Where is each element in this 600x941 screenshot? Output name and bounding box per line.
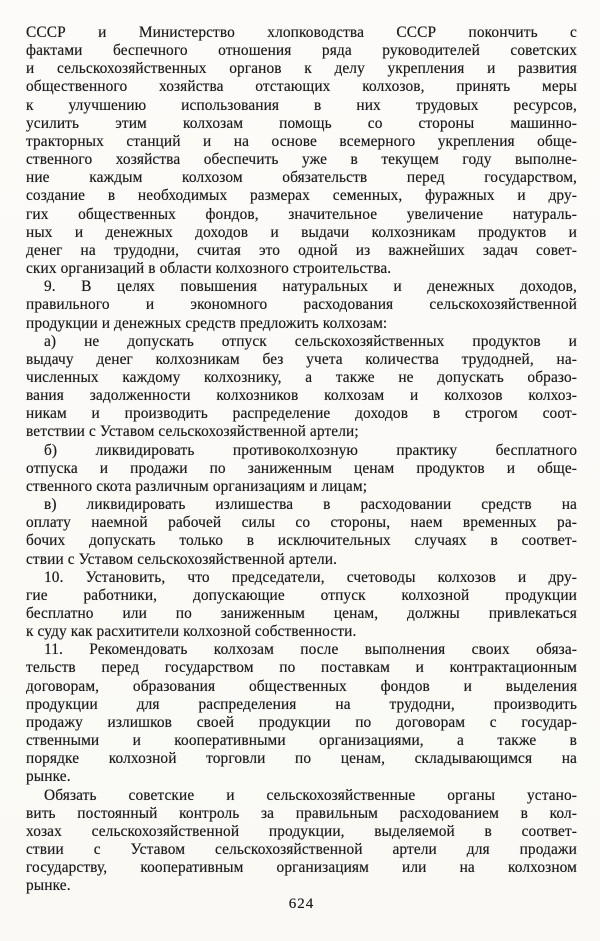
text-line: ветствии с Уставом сельскохозяйственной артели; <box>26 423 359 441</box>
text-line: фактами беспечного отношения ряда руководителей советских <box>26 42 577 60</box>
text-line: продукции для распределения на трудодни, производить <box>26 695 577 713</box>
text-line: отпуска и продажи по заниженным ценам продуктов и обще- <box>26 459 577 477</box>
text-line: тракторных станций и на основе всемерного укрепления обще- <box>26 132 577 150</box>
text-line: никам и производить распределение доходов в строгом соот- <box>26 405 577 423</box>
text-line: бочих допускать только в исключительных случаях в соответ- <box>26 532 577 550</box>
text-line: гие работники, допускающие отпуск колхозной продукции <box>26 586 577 604</box>
text-line: правильного и экономного расходования сельскохозяйственной <box>26 296 577 314</box>
text-line: ствии с Уставом сельскохозяйственной артели для продажи <box>26 841 577 859</box>
text-line: создание в необходимых размерах семенных, фуражных и дру- <box>26 187 577 205</box>
text-line: а) не допускать отпуск сельскохозяйственных продуктов и <box>44 332 577 350</box>
text-line: государству, кооперативным организациям или на колхозном <box>26 859 577 877</box>
paragraph <box>26 24 577 278</box>
text-line: хозах сельскохозяйственной продукции, выделяемой в соответ- <box>26 822 577 840</box>
text-line: и сельскохозяйственных органов к делу укрепления и развития <box>26 60 577 78</box>
text-line: тельств перед государством по поставкам и контрактационным <box>26 659 577 677</box>
text-line: общественного хозяйства отстающих колхозов, принять меры <box>26 78 577 96</box>
text-line: в) ликвидировать излишества в расходовании средств на <box>44 496 577 514</box>
text-line: численных каждому колхознику, а также не допускать образо- <box>26 368 577 386</box>
paragraph <box>26 496 577 569</box>
paragraph <box>26 569 577 642</box>
text-line: ственного скота различным организациям и лицам; <box>26 477 368 495</box>
text-line: 11. Рекомендовать колхозам после выполнения своих обяза- <box>44 641 577 659</box>
text-line: бесплатно или по заниженным ценам, должны привлекаться <box>26 605 577 622</box>
text-line: гих общественных фондов, значительное увеличение натураль- <box>26 205 577 223</box>
text-line: оплату наемной рабочей силы со стороны, наем временных ра- <box>26 514 577 532</box>
text-line: СССР и Министерство хлопководства СССР покончить с <box>26 24 577 41</box>
paragraph <box>26 278 577 332</box>
text-line: ствии с Уставом сельскохозяйственной артели. <box>26 550 338 568</box>
paragraph <box>26 333 577 442</box>
text-line: вить постоянный контроль за правильным расходованием в кол- <box>26 804 577 822</box>
text-line: усилить этим колхозам помощь со стороны машинно- <box>26 114 577 132</box>
text-line: ных и денежных доходов и выдачи колхозникам продуктов и <box>26 223 577 241</box>
text-line: порядке колхозной торговли по ценам, складывающимся на <box>26 750 577 768</box>
text-line: ственного хозяйства обеспечить уже в текущем году выполне- <box>26 151 577 169</box>
text-line: договорам, образования общественных фондов и выделения <box>26 677 577 695</box>
text-line: рынке. <box>26 877 71 895</box>
text-line: к суду как расхитители колхозной собственности. <box>26 623 357 641</box>
text-line: б) ликвидировать противоколхозную практику бесплатного <box>44 441 577 459</box>
paragraph <box>26 641 577 786</box>
text-line: 10. Установить, что председатели, счетоводы колхозов и дру- <box>44 568 577 586</box>
text-line: вания задолженности колхозников колхозам и колхозов колхоз- <box>26 387 577 405</box>
document-text <box>26 24 577 896</box>
text-line: денег на трудодни, считая это одной из важнейших задач совет- <box>26 241 577 259</box>
text-line: 9. В целях повышения натуральных и денежных доходов, <box>44 278 577 296</box>
text-line: продажу излишков своей продукции по договорам с государ- <box>26 713 577 731</box>
text-line: продукции и денежных средств предложить колхозам: <box>26 314 388 332</box>
text-line: ственными и кооперативными организациями, а также в <box>26 732 577 750</box>
text-line: рынке. <box>26 768 71 786</box>
text-line: к улучшению использования в них трудовых ресурсов, <box>26 96 577 114</box>
text-line: выдачу денег колхозникам без учета количества трудодней, на- <box>26 350 577 368</box>
text-line: ние каждым колхозом обязательств перед государством, <box>26 169 577 187</box>
text-line: Обязать советские и сельскохозяйственные органы устано- <box>44 786 577 804</box>
paragraph <box>26 787 577 896</box>
page-number: 624 <box>288 896 315 912</box>
text-line: ских организаций в области колхозного строительства. <box>26 260 392 278</box>
paragraph <box>26 442 577 496</box>
